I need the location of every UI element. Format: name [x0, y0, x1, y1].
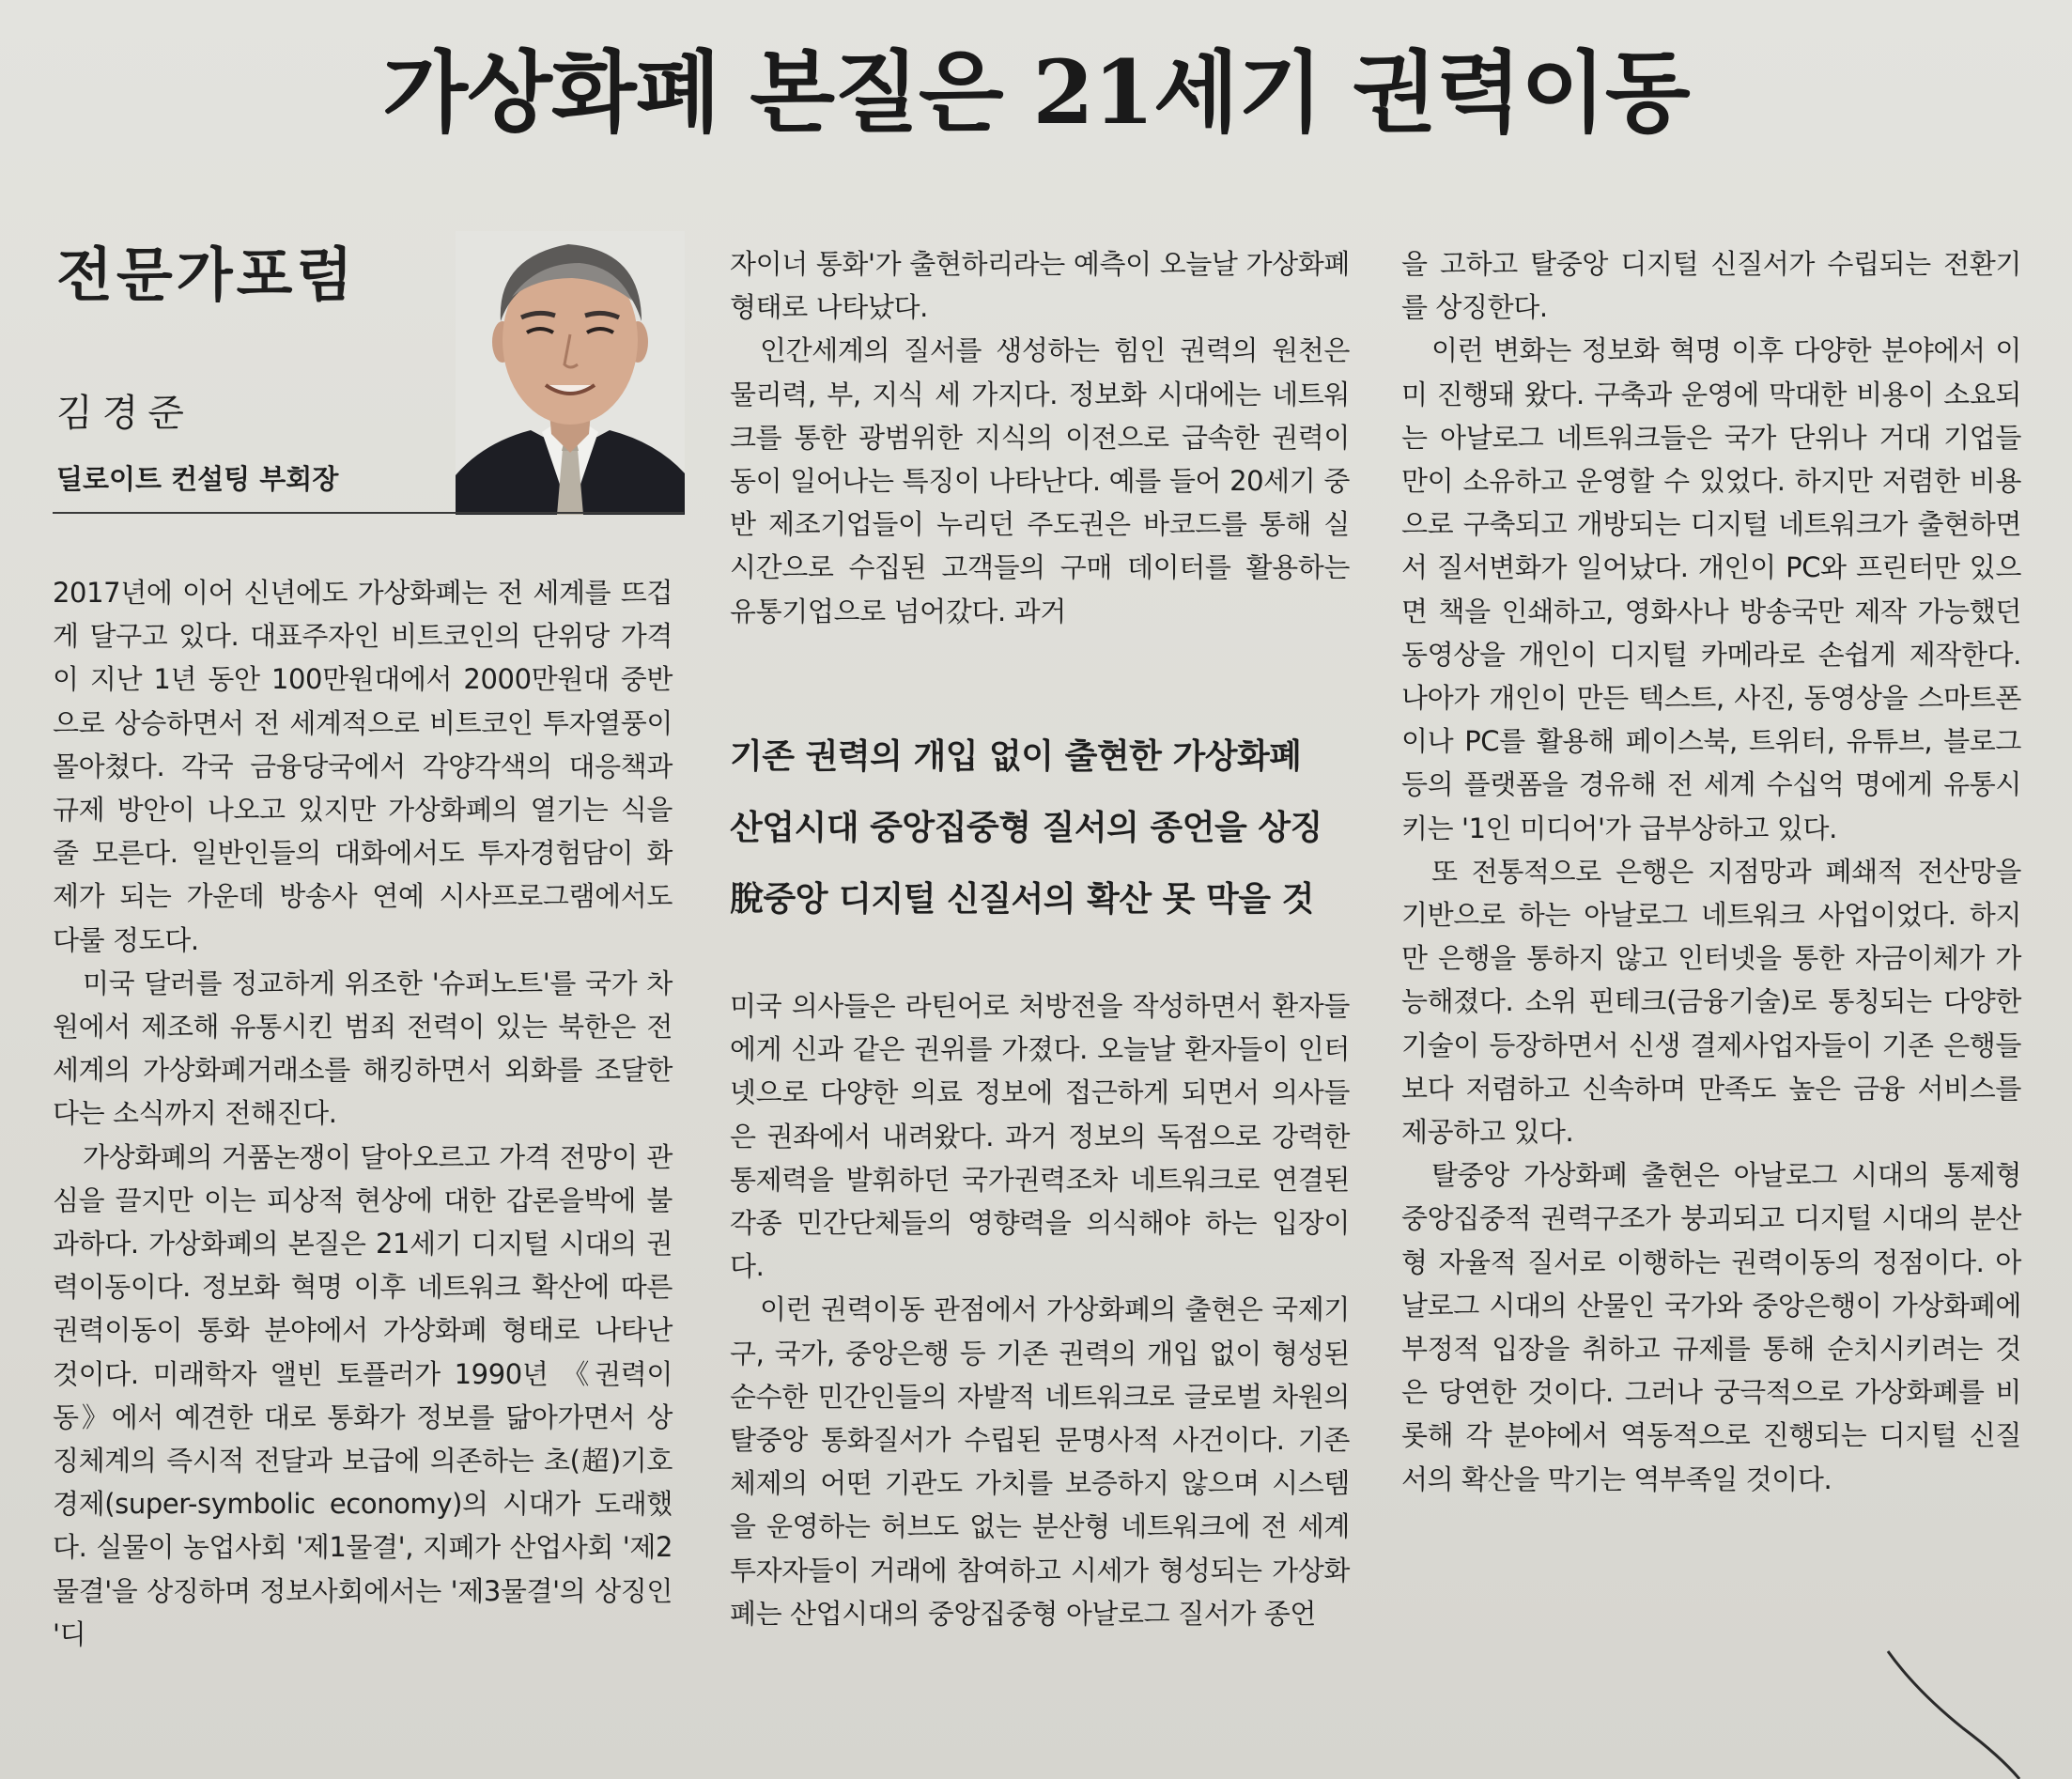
article-paragraph: 인간세계의 질서를 생성하는 힘인 권력의 원천은 물리력, 부, 지식 세 가지다. 정보화 시대에는 네트워크를 통한 광범위한 지식의 이전으로 급속한 권력이동이 일어나는 특징이 나타난다. 예를 들어 20세기 중반 제조기업들이 누리던 주도권은 바코드를 통해 실시간으로 수집된 고객들의 구매 데이터를 활용하는 유통기업으로 넘어갔다. 과거 — [730, 334, 1350, 627]
pull-quote-line: 기존 권력의 개입 없이 출현한 가상화폐 — [730, 737, 1302, 776]
pull-quote-line: 산업시대 중앙집중형 질서의 종언을 상징 — [730, 809, 1322, 847]
author-portrait — [456, 231, 685, 515]
headline: 가상화폐 본질은 21세기 권력이동 — [382, 41, 1690, 145]
article-paragraph: 자이너 통화'가 출현하리라는 예측이 오늘날 가상화폐 형태로 나타났다. — [730, 248, 1350, 324]
pull-quote-line: 脫중앙 디지털 신질서의 확산 못 막을 것 — [730, 880, 1314, 919]
article-column-1 — [53, 571, 673, 1759]
article-column-2-bottom — [730, 984, 1350, 1635]
article-paragraph: 이런 변화는 정보화 혁명 이후 다양한 분야에서 이미 진행돼 왔다. 구축과 운영에 막대한 비용이 소요되는 아날로그 네트워크들은 국가 단위나 거대 기업들만이 소유하고 운영할 수 있었다. 하지만 저렴한 비용으로 구축되고 개방되는 디지털 네트워크가 출현하면서 질서변화가 일어났다. 개인이 PC와 프린터만 있으면 책을 인쇄하고, 영화사나 방송국만 제작 가능했던 동영상을 개인이 디지털 카메라로 손쉽게 제작한다. 나아가 개인이 만든 텍스트, 사진, 동영상을 스마트폰이나 PC를 활용해 페이스북, 트위터, 유튜브, 블로그 등의 플랫폼을 경유해 전 세계 수십억 명에게 유통시키는 '1인 미디어'가 급부상하고 있다. — [1401, 334, 2021, 844]
author-name: 김경준 — [56, 392, 193, 435]
portrait-illustration — [456, 231, 685, 515]
article-paragraph: 2017년에 이어 신년에도 가상화폐는 전 세계를 뜨겁게 달구고 있다. 대표주자인 비트코인의 단위당 가격이 지난 1년 동안 100만원대에서 2000만원대 중반으로 상승하면서 전 세계적으로 비트코인 투자열풍이 몰아쳤다. 각국 금융당국에서 각양각색의 대응책과 규제 방안이 나오고 있지만 가상화폐의 열기는 식을 줄 모른다. 일반인들의 대화에서도 투자경험담이 화제가 되는 가운데 방송사 연예 시사프로그램에서도 다룰 정도다. — [53, 577, 673, 956]
article-paragraph: 탈중앙 가상화폐 출현은 아날로그 시대의 통제형 중앙집중적 권력구조가 붕괴되고 디지털 시대의 분산형 자율적 질서로 이행하는 권력이동의 정점이다. 아날로그 시대의 산물인 국가와 중앙은행이 가상화폐에 부정적 입장을 취하고 규제를 통해 순치시키려는 것은 당연한 것이다. 그러나 궁극적으로 가상화폐를 비롯해 각 분야에서 역동적으로 진행되는 디지털 신질서의 확산을 막기는 역부족일 것이다. — [1401, 1159, 2021, 1495]
article-paragraph: 미국 의사들은 라틴어로 처방전을 작성하면서 환자들에게 신과 같은 권위를 가졌다. 오늘날 환자들이 인터넷으로 다양한 의료 정보에 접근하게 되면서 의사들은 권좌에서 내려왔다. 과거 정보의 독점으로 강력한 통제력을 발휘하던 국가권력조차 네트워크로 연결된 각종 민간단체들의 영향력을 의식해야 하는 입장이다. — [730, 990, 1350, 1283]
article-paragraph: 가상화폐의 거품논쟁이 달아오르고 가격 전망이 관심을 끌지만 이는 피상적 현상에 대한 갑론을박에 불과하다. 가상화폐의 본질은 21세기 디지털 시대의 권력이동이다. 정보화 혁명 이후 네트워크 확산에 따른 권력이동이 통화 분야에서 가상화폐 형태로 나타난 것이다. 미래학자 앨빈 토플러가 1990년 《권력이동》에서 예견한 대로 통화가 정보를 닮아가면서 상징체계의 즉시적 전달과 보급에 의존하는 초(超)기호경제(super-symbolic economy)의 시대가 도래했다. 실물이 농업사회 '제1물결', 지폐가 산업사회 '제2물결'을 상징하며 정보사회에서는 '제3물결'의 상징인 '디 — [53, 1140, 673, 1650]
author-title: 딜로이트 컨설팅 부회장 — [56, 463, 339, 495]
article-paragraph: 이런 권력이동 관점에서 가상화폐의 출현은 국제기구, 국가, 중앙은행 등 기존 권력의 개입 없이 형성된 순수한 민간인들의 자발적 네트워크로 글로벌 차원의 탈중앙 통화질서가 수립된 문명사적 사건이다. 기존 체제의 어떤 기관도 가치를 보증하지 않으며 시스템을 운영하는 허브도 없는 분산형 네트워크에 전 세계 투자자들이 거래에 참여하고 시세가 형성되는 가상화폐는 산업시대의 중앙집중형 아날로그 질서가 종언 — [730, 1293, 1350, 1630]
article-paragraph: 또 전통적으로 은행은 지점망과 폐쇄적 전산망을 기반으로 하는 아날로그 네트워크 사업이었다. 하지만 은행을 통하지 않고 인터넷을 통한 자금이체가 가능해졌다. 소위 핀테크(금융기술)로 통칭되는 다양한 기술이 등장하면서 신생 결제사업자들이 기존 은행들보다 저렴하고 신속하며 만족도 높은 금융 서비스를 제공하고 있다. — [1401, 855, 2021, 1149]
article-column-3 — [1401, 242, 2021, 1501]
header-divider — [53, 512, 684, 514]
article-paragraph: 미국 달러를 정교하게 위조한 '슈퍼노트'를 국가 차원에서 제조해 유통시킨 범죄 전력이 있는 북한은 전 세계의 가상화폐거래소를 해킹하면서 외화를 조달한다는 소식까지 전해진다. — [53, 967, 673, 1130]
pull-quote — [730, 721, 1368, 936]
article-paragraph: 을 고하고 탈중앙 디지털 신질서가 수립되는 전환기를 상징한다. — [1401, 248, 2021, 324]
forum-title: 전문가포럼 — [56, 240, 357, 309]
article-column-2-top — [730, 242, 1350, 633]
